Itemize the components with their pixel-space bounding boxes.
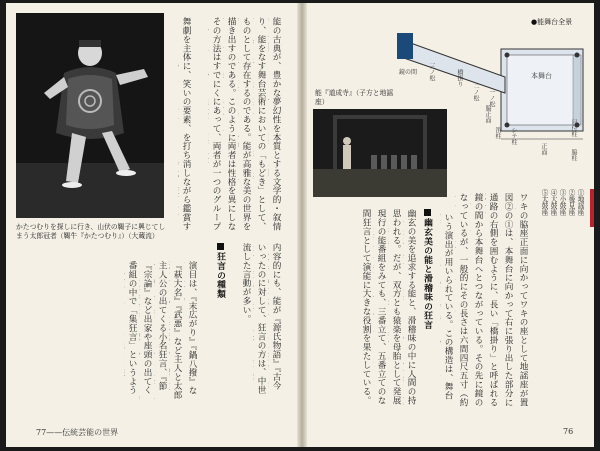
right-main-text-3: 間狂言として演能に大きな役割を果たしている。: [361, 209, 371, 405]
left-sub-text-4: 番組の中で「集狂言」というよう: [127, 261, 137, 395]
heading-square-icon-2: [424, 209, 431, 216]
diagram-title: ●能舞台全景: [531, 18, 573, 26]
right-main-text-2: 現行の能番組をみても、三番立て、五番立てのな: [376, 209, 386, 405]
bridge-label: 橋掛り: [456, 69, 463, 87]
diagram-legend-3: ④大鼓座: [549, 189, 557, 216]
left-sub-text-1: 『萩大名』『武悪』など主人と太郎: [172, 261, 182, 400]
main-stage-label: 本舞台: [531, 72, 552, 80]
diagram-legend-0: ①地謡座: [576, 189, 584, 216]
front-label: 正面: [540, 143, 547, 155]
left-sub-text-2: 主人公の出てくる小名狂言、『節: [157, 261, 167, 391]
pine-one-label: 一ノ松: [488, 89, 495, 107]
flute-pillar-label: 笛柱: [494, 127, 501, 139]
diagram-legend-1: ②後見座: [567, 189, 575, 216]
dojoji-stage-photo: [313, 109, 447, 197]
left-top-column-text-3: 描き出すのである。このように両者は性格を異にしな: [226, 17, 236, 231]
kyogen-actor-photo: [16, 13, 164, 218]
right-column-text-2: 通路の右側を囲むように、長い「橋掛り」と呼ばれる: [488, 193, 498, 407]
right-section-heading: [421, 209, 434, 379]
left-sub-text-0: 演目は、『末広がり』『鍋八撥』な: [187, 261, 197, 395]
left-folio: 77——伝統芸能の世界: [36, 428, 119, 437]
left-top-column-text-4: その方法はすでにくにあって、両者が一つのグループ: [211, 17, 221, 231]
right-column-text-3: 鏡の間から本舞台へとつながっている。その先に鏡の: [473, 193, 483, 407]
left-subheading-text: 狂言の種類: [215, 252, 225, 299]
left-page: [6, 3, 299, 447]
right-photo-caption: 能『道成寺』（子方と地謡座）: [315, 89, 394, 106]
right-main-text-1: 思われる。だが、双方とも猿楽を母胎として発展: [391, 209, 401, 405]
mirror-room-label: 鏡の間: [399, 69, 418, 76]
right-column-text-5: いう演出が用いられている。この構造は、舞台: [443, 213, 453, 400]
waki-pillar-label: 脇柱: [570, 149, 577, 161]
right-folio: 76: [563, 427, 574, 436]
diagram-legend-4: ⑤太鼓座: [540, 189, 548, 216]
kyogen-actor-illustration: [16, 13, 164, 218]
diagram-legend-2: ③小鼓座: [558, 189, 566, 216]
left-top-column-text-1: り、能をなす舞台芸術においての「もどき」として、: [256, 17, 266, 231]
left-top-column-text-2: ものとして存在するのである。能が高雅な美の世界を: [241, 17, 251, 231]
eye-pillar-label: 目付柱: [570, 119, 577, 137]
right-heading-text: 幽玄美の能と滑稽味の狂言: [422, 218, 432, 330]
pine-three-label: 三ノ松: [428, 63, 435, 81]
left-subheading: [214, 243, 227, 333]
waki-front-label: 脇正面: [484, 105, 491, 123]
thumb-index-mark: [590, 189, 594, 227]
shite-pillar-label: シテ柱: [510, 127, 517, 145]
left-top-column-text-0: 能の古典が、豊かな夢幻性を本質とする文学的・叙情: [271, 17, 281, 231]
right-column-text-4: なっているが、一般的にその長さは六間四尺五寸（約: [458, 193, 468, 407]
right-column-text-1: 図②の①は、本舞台に向かって右に張り出した部分に: [503, 193, 513, 407]
left-sub-text-3: 『宗論』など出家や座頭の出てく: [142, 261, 152, 395]
right-page: [305, 3, 594, 447]
left-main-text-1: 内容的にも、能が『源氏物語』『古今: [271, 243, 281, 390]
right-main-text-0: 幽玄の美を追求する能と、滑稽味の中に人間の持: [406, 209, 416, 405]
left-main-text-0: 舞劇を主体に、笑いの要素、を打ち消しながら鑑賞す: [181, 17, 191, 231]
right-column-text-0: ワキの脇座正面に向かってワキの座として地謡座が置: [518, 193, 528, 407]
dojoji-stage-illustration: [313, 109, 447, 197]
left-photo-caption: かたつむりを探しに行き、山伏の鞨子に興じてしまう太郎冠者（鞨牛『かたつむり』）（大蔵流）: [16, 223, 166, 240]
heading-square-icon: [217, 243, 224, 250]
pine-two-label: 二ノ松: [472, 83, 479, 101]
book-spread: [6, 3, 594, 447]
left-main-text-2: いったのに対して、狂言の方は、中世: [256, 243, 266, 395]
left-main-text-3: 流した言動が多い。: [241, 243, 251, 324]
